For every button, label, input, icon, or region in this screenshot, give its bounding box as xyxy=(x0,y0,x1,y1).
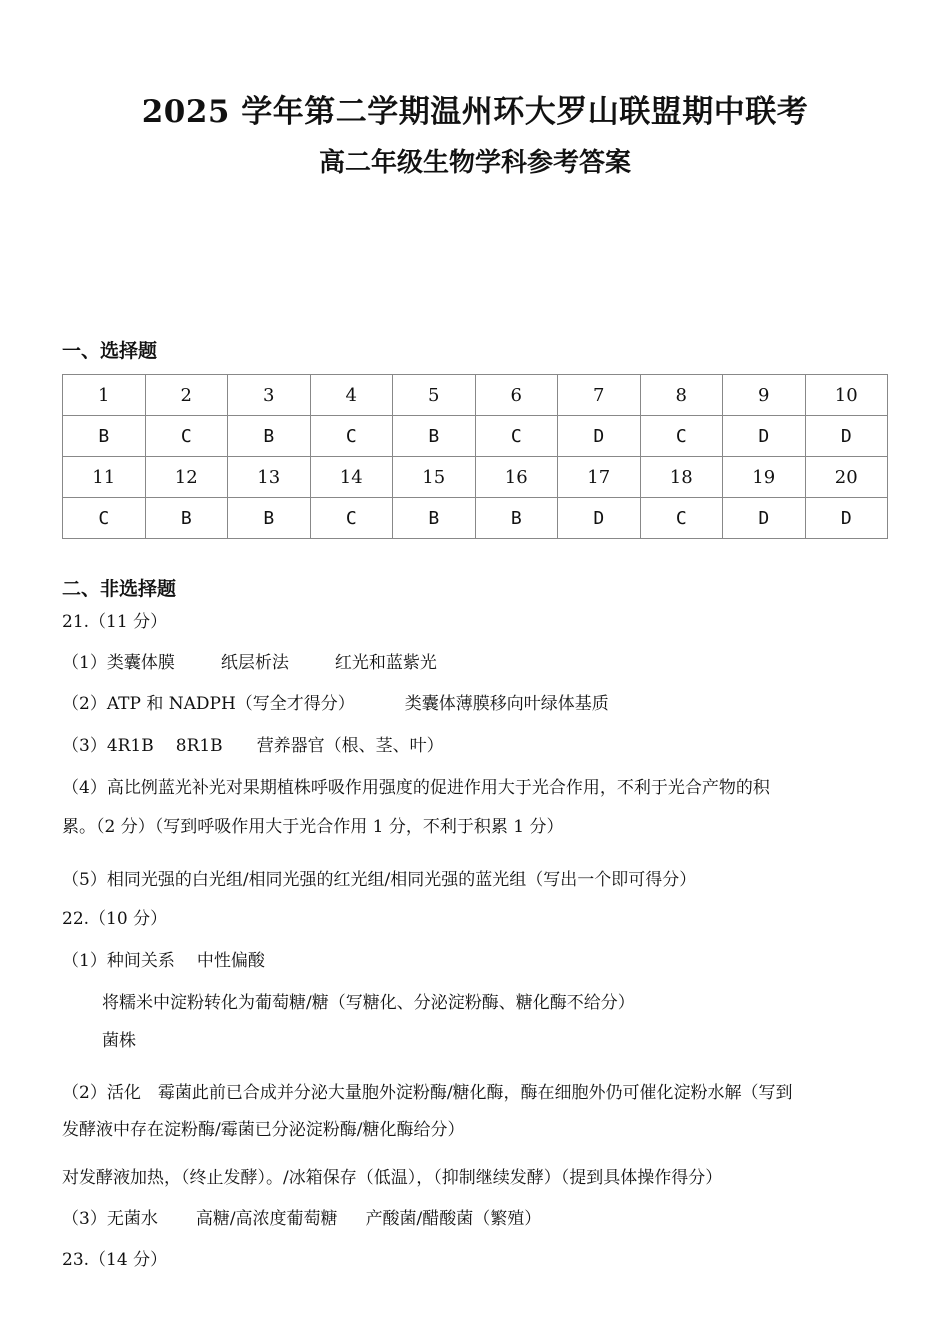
question-number-cell: 15 xyxy=(393,457,476,498)
question-number-cell: 8 xyxy=(640,375,723,416)
section-heading-multiple-choice: 一、选择题 xyxy=(62,340,158,362)
question-number-cell: 12 xyxy=(145,457,228,498)
q23-title: 23.（14 分） xyxy=(62,1250,168,1270)
question-number-cell: 5 xyxy=(393,375,476,416)
page-subtitle: 高二年级生物学科参考答案 xyxy=(318,148,631,178)
page-title: 2025 学年第二学期温州环大罗山联盟期中联考 xyxy=(141,94,809,130)
q22-part3-c: 产酸菌/醋酸菌（繁殖） xyxy=(365,1209,542,1229)
q21-part4-line1: （4）高比例蓝光补光对果期植株呼吸作用强度的促进作用大于光合作用，不利于光合产物的积 xyxy=(62,778,770,798)
section-heading-non-choice: 二、非选择题 xyxy=(62,578,177,600)
answer-cell: C xyxy=(310,498,393,539)
question-number-cell: 9 xyxy=(723,375,806,416)
q21-part2 xyxy=(62,693,609,715)
q21-title: 21.（11 分） xyxy=(62,612,168,632)
question-number-row xyxy=(63,457,888,498)
q22-part1-b: 中性偏酸 xyxy=(196,951,265,971)
q22-part1-a: （1）种间关系 xyxy=(62,951,175,971)
q21-part3-c: 营养器官（根、茎、叶） xyxy=(256,736,444,756)
answer-cell: C xyxy=(475,416,558,457)
answer-row xyxy=(63,416,888,457)
q21-part3 xyxy=(62,735,444,757)
answer-cell: C xyxy=(640,498,723,539)
question-number-cell: 1 xyxy=(63,375,146,416)
q21-part2-b: 类囊体薄膜移向叶绿体基质 xyxy=(404,694,609,714)
answer-cell: B xyxy=(63,416,146,457)
q22-part1-line3: 菌株 xyxy=(102,1031,136,1051)
answer-cell: D xyxy=(723,416,806,457)
answer-cell: B xyxy=(393,498,476,539)
q22-part3-b: 高糖/高浓度葡萄糖 xyxy=(195,1209,338,1229)
q22-part1-line2: 将糯米中淀粉转化为葡萄糖/糖（写糖化、分泌淀粉酶、糖化酶不给分） xyxy=(102,993,635,1013)
q22-part2-line1: （2）活化 霉菌此前已合成并分泌大量胞外淀粉酶/糖化酶，酶在细胞外仍可催化淀粉水解（写到 xyxy=(62,1083,793,1103)
q21-part1-c: 红光和蓝紫光 xyxy=(334,653,437,673)
q22-part2-line2: 发酵液中存在淀粉酶/霉菌已分泌淀粉酶/糖化酶给分） xyxy=(62,1120,465,1140)
q22-part2-line3: 对发酵液加热，（终止发酵）。/冰箱保存（低温），（抑制继续发酵）（提到具体操作得分） xyxy=(62,1168,723,1188)
answer-table xyxy=(62,374,888,539)
question-number-cell: 10 xyxy=(805,375,888,416)
question-number-cell: 7 xyxy=(558,375,641,416)
question-number-cell: 4 xyxy=(310,375,393,416)
answer-cell: D xyxy=(558,416,641,457)
question-number-cell: 2 xyxy=(145,375,228,416)
answer-cell: B xyxy=(228,416,311,457)
q22-part3-a: （3）无菌水 xyxy=(62,1209,158,1229)
q21-part3-a: （3）4R1B xyxy=(62,736,154,756)
question-number-cell: 6 xyxy=(475,375,558,416)
answer-cell: D xyxy=(805,498,888,539)
q21-part1-a: （1）类囊体膜 xyxy=(62,653,175,673)
answer-cell: C xyxy=(310,416,393,457)
answer-cell: B xyxy=(228,498,311,539)
q21-part5: （5）相同光强的白光组/相同光强的红光组/相同光强的蓝光组（写出一个即可得分） xyxy=(62,870,697,890)
question-number-cell: 18 xyxy=(640,457,723,498)
q22-part1 xyxy=(62,950,265,972)
answer-cell: D xyxy=(723,498,806,539)
q22-title: 22.（10 分） xyxy=(62,909,168,929)
answer-cell: D xyxy=(558,498,641,539)
answer-cell: C xyxy=(63,498,146,539)
question-number-row xyxy=(63,375,888,416)
question-number-cell: 16 xyxy=(475,457,558,498)
q21-part3-b: 8R1B xyxy=(175,736,223,756)
question-number-cell: 11 xyxy=(63,457,146,498)
question-number-cell: 13 xyxy=(228,457,311,498)
answer-row xyxy=(63,498,888,539)
answer-cell: D xyxy=(805,416,888,457)
q21-part2-a: （2）ATP 和 NADPH（写全才得分） xyxy=(62,694,355,714)
answer-cell: B xyxy=(145,498,228,539)
answer-cell: C xyxy=(145,416,228,457)
answer-cell: B xyxy=(393,416,476,457)
q21-part1-b: 纸层析法 xyxy=(220,653,289,673)
question-number-cell: 3 xyxy=(228,375,311,416)
answer-cell: B xyxy=(475,498,558,539)
q21-part1 xyxy=(62,652,437,674)
question-number-cell: 19 xyxy=(723,457,806,498)
question-number-cell: 14 xyxy=(310,457,393,498)
question-number-cell: 17 xyxy=(558,457,641,498)
q21-part4-line2: 累。（2 分）（写到呼吸作用大于光合作用 1 分，不利于积累 1 分） xyxy=(62,817,564,837)
answer-cell: C xyxy=(640,416,723,457)
question-number-cell: 20 xyxy=(805,457,888,498)
q22-part3 xyxy=(62,1208,541,1230)
